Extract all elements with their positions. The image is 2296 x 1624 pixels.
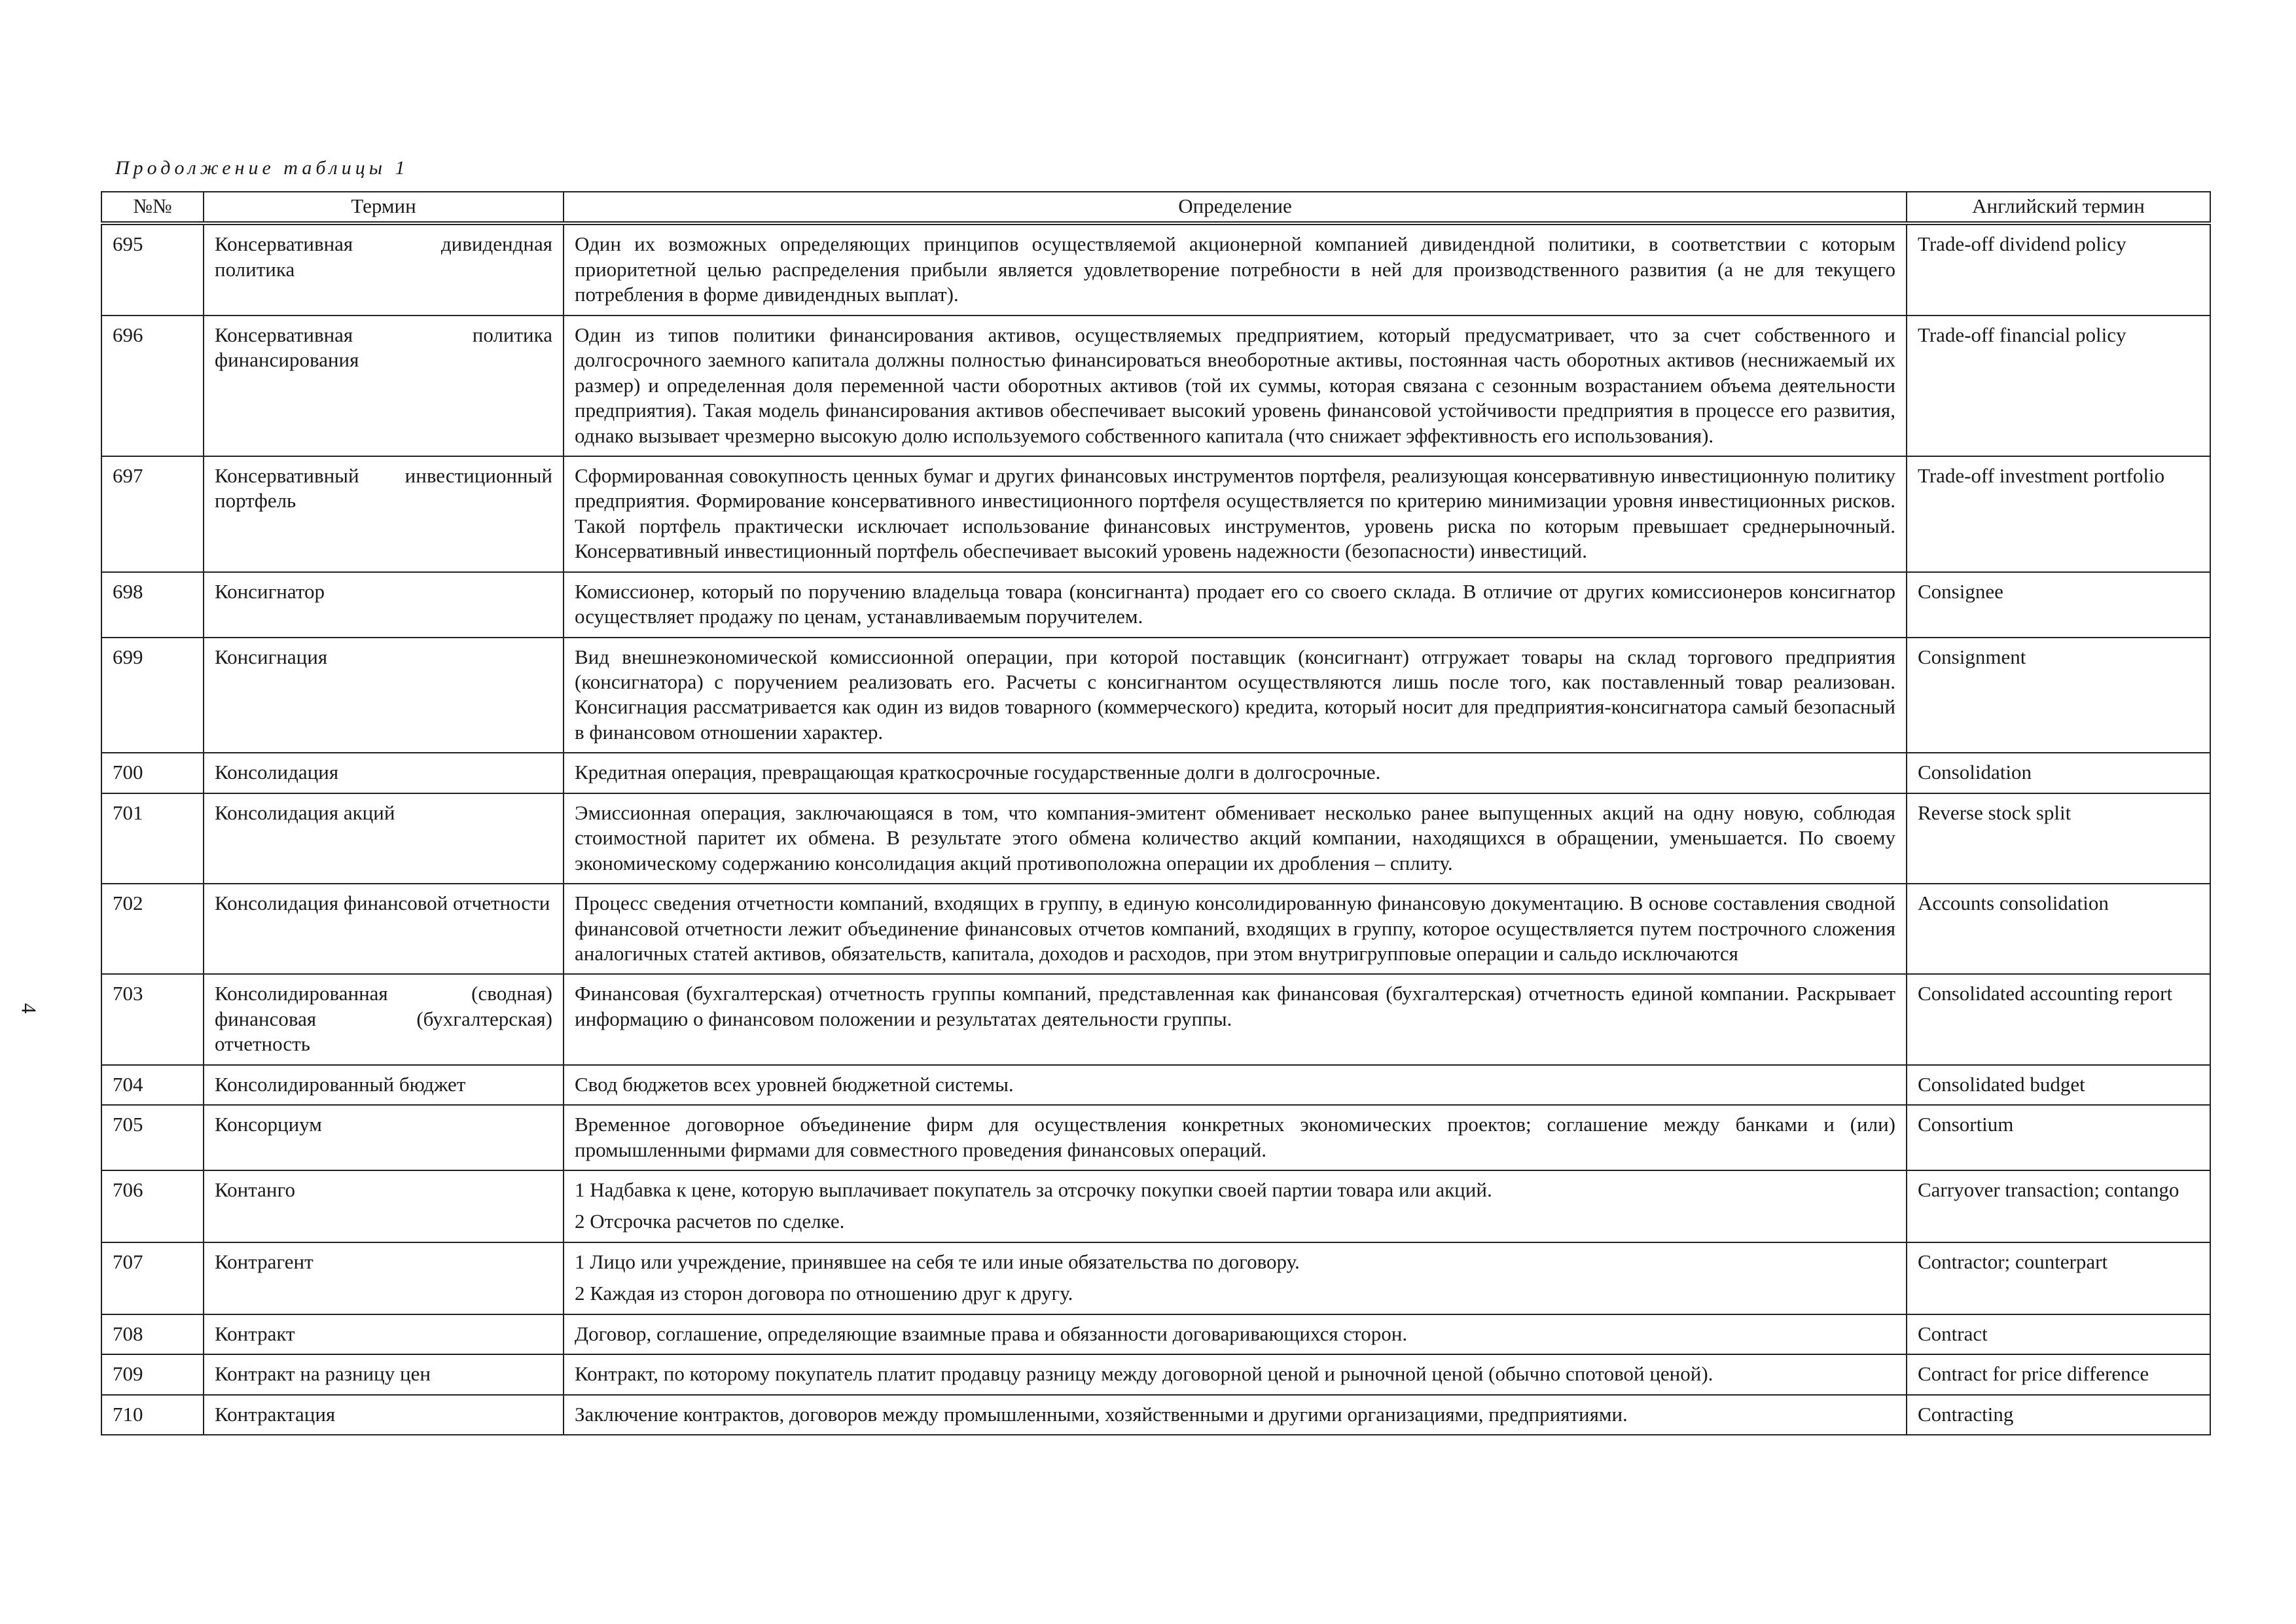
table-row <box>101 1395 2210 1435</box>
definition-cell <box>564 1314 1907 1354</box>
table-row <box>101 638 2210 753</box>
table-row <box>101 456 2210 572</box>
table-row <box>101 316 2210 456</box>
definition-cell <box>564 974 1907 1064</box>
definition-cell <box>564 793 1907 884</box>
term-cell: Консервативная политика финансирования <box>204 316 564 456</box>
row-number: 697 <box>101 456 204 572</box>
header-definition: Определение <box>564 192 1907 223</box>
header-number: №№ <box>101 192 204 223</box>
definition-cell <box>564 753 1907 793</box>
table-row <box>101 1105 2210 1170</box>
row-number: 705 <box>101 1105 204 1170</box>
definition-text: Контракт, по которому покупатель платит продавцу разницу между договорной ценой и рыночной ценой (обычно спотовой ценой). <box>575 1362 1713 1386</box>
row-number: 695 <box>101 223 204 315</box>
definition-cell <box>564 572 1907 638</box>
definition-text: Вид внешнеэкономической комиссионной операции, при которой поставщик (консигнант) отгружает товары на склад торгового предприятия (консигнатора) с поручением реализовать его. Расчеты с консигнантом осуществляются лишь после того, как поставленный товар реализован. Консигнация рассматривается как один из видов товарного (коммерческого) кредита, который носит для предприятия-консигнатора самый безопасный в финансовом отношении характер. <box>575 645 1895 744</box>
term-cell: Консервативный инвестиционный портфель <box>204 456 564 572</box>
definition-cell <box>564 1395 1907 1435</box>
term-cell: Консигнация <box>204 638 564 753</box>
english-term-cell: Consortium <box>1907 1105 2210 1170</box>
definition-cell <box>564 884 1907 974</box>
definition-cell <box>564 1065 1907 1105</box>
english-term-cell: Accounts consolidation <box>1907 884 2210 974</box>
table-row <box>101 1314 2210 1354</box>
table-caption: Продолжение таблицы 1 <box>115 157 409 179</box>
definition-cell <box>564 1170 1907 1242</box>
definition-text: Один их возможных определяющих принципов осуществляемой акционерной компанией дивидендной политики, в соответствии с которым приоритетной целью распределения прибыли является удовлетворение потребности в ней для производственного развития (а не для текущего потребления в форме дивидендных выплат). <box>575 232 1895 306</box>
definition-cell <box>564 456 1907 572</box>
english-term-cell: Trade-off investment portfolio <box>1907 456 2210 572</box>
table-row <box>101 1170 2210 1242</box>
header-term: Термин <box>204 192 564 223</box>
term-cell: Консолидированный бюджет <box>204 1065 564 1105</box>
glossary-table <box>101 191 2211 1435</box>
definition-text: Финансовая (бухгалтерская) отчетность группы компаний, представленная как финансовая (бухгалтерская) отчетность единой компании. Раскрывает информацию о финансовом положении и результатах деятельности группы. <box>575 982 1895 1030</box>
term-cell: Контрактация <box>204 1395 564 1435</box>
english-term-cell: Trade-off financial policy <box>1907 316 2210 456</box>
term-cell: Консолидация акций <box>204 793 564 884</box>
table-header-row <box>101 192 2210 223</box>
row-number: 708 <box>101 1314 204 1354</box>
english-term-cell: Consignment <box>1907 638 2210 753</box>
term-cell: Консолидация финансовой отчетности <box>204 884 564 974</box>
definition-text: 1 Надбавка к цене, которую выплачивает покупатель за отсрочку покупки своей партии товара или акций. <box>575 1178 1492 1201</box>
english-term-cell: Trade-off dividend policy <box>1907 223 2210 315</box>
english-term-cell: Carryover transaction; contango <box>1907 1170 2210 1242</box>
row-number: 700 <box>101 753 204 793</box>
row-number: 699 <box>101 638 204 753</box>
table-row <box>101 223 2210 315</box>
definition-text: Заключение контрактов, договоров между промышленными, хозяйственными и другими организациями, предприятиями. <box>575 1402 1628 1426</box>
term-cell: Консигнатор <box>204 572 564 638</box>
english-term-cell: Contracting <box>1907 1395 2210 1435</box>
definition-cell <box>564 1242 1907 1314</box>
table-row <box>101 884 2210 974</box>
definition-text: 2 Каждая из сторон договора по отношению друг к другу. <box>575 1282 1073 1305</box>
table-body <box>101 223 2210 1435</box>
english-term-cell: Reverse stock split <box>1907 793 2210 884</box>
term-cell: Контракт <box>204 1314 564 1354</box>
definition-text: Один из типов политики финансирования активов, осуществляемых предприятием, который предусматривает, что за счет собственного и долгосрочного заемного капитала должны полностью финансироваться внеоборотные активы, постоянная часть оборотных активов (неснижаемый их размер) и определенная доля переменной части оборотных активов (той их суммы, которая связана с сезонным возрастанием объема деятельности предприятия). Такая модель финансирования активов обеспечивает высокий уровень финансовой устойчивости предприятия в процессе его развития, однако вызывает чрезмерно высокую долю используемого собственного капитала (что снижает эффективность его использования). <box>575 323 1895 447</box>
row-number: 698 <box>101 572 204 638</box>
page-number: 4 <box>17 1003 41 1014</box>
table-row <box>101 1242 2210 1314</box>
definition-text: Временное договорное объединение фирм для осуществления конкретных экономических проектов; соглашение между банками и (или) промышленными фирмами для совместного проведения финансовых операций. <box>575 1113 1895 1161</box>
english-term-cell: Contract <box>1907 1314 2210 1354</box>
definition-text: Эмиссионная операция, заключающаяся в том, что компания-эмитент обменивает несколько ранее выпущенных акций на одну новую, соблюдая стоимостной паритет их обмена. В результате этого обмена количество акций компании, находящихся в обращении, уменьшается. По своему экономическому содержанию консолидация акций противоположна операции их дробления – сплиту. <box>575 801 1895 875</box>
row-number: 706 <box>101 1170 204 1242</box>
table-row <box>101 753 2210 793</box>
definition-text: Комиссионер, который по поручению владельца товара (консигнанта) продает его со своего склада. В отличие от других комиссионеров консигнатор осуществляет продажу по ценам, устанавливаемым поручителем. <box>575 579 1895 628</box>
term-cell: Консолидация <box>204 753 564 793</box>
term-cell: Контрагент <box>204 1242 564 1314</box>
term-cell: Контракт на разницу цен <box>204 1354 564 1394</box>
term-cell: Консорциум <box>204 1105 564 1170</box>
table-row <box>101 793 2210 884</box>
row-number: 696 <box>101 316 204 456</box>
term-cell: Контанго <box>204 1170 564 1242</box>
definition-text: Свод бюджетов всех уровней бюджетной системы. <box>575 1072 1014 1096</box>
definition-cell <box>564 223 1907 315</box>
row-number: 701 <box>101 793 204 884</box>
definition-cell <box>564 316 1907 456</box>
row-number: 702 <box>101 884 204 974</box>
english-term-cell: Consolidation <box>1907 753 2210 793</box>
table-row <box>101 1065 2210 1105</box>
definition-text: Договор, соглашение, определяющие взаимные права и обязанности договаривающихся сторон. <box>575 1322 1408 1345</box>
english-term-cell: Consignee <box>1907 572 2210 638</box>
row-number: 710 <box>101 1395 204 1435</box>
definition-cell <box>564 638 1907 753</box>
row-number: 709 <box>101 1354 204 1394</box>
header-english-term: Английский термин <box>1907 192 2210 223</box>
definition-text: Кредитная операция, превращающая краткосрочные государственные долги в долгосрочные. <box>575 761 1381 784</box>
definition-text: 1 Лицо или учреждение, принявшее на себя те или иные обязательства по договору. <box>575 1250 1300 1273</box>
definition-cell <box>564 1105 1907 1170</box>
table-row <box>101 572 2210 638</box>
row-number: 704 <box>101 1065 204 1105</box>
row-number: 703 <box>101 974 204 1064</box>
english-term-cell: Consolidated budget <box>1907 1065 2210 1105</box>
table-row <box>101 1354 2210 1394</box>
definition-text: Процесс сведения отчетности компаний, входящих в группу, в единую консолидированную финансовую документацию. В основе составления сводной финансовой отчетности лежит объединение финансовых отчетов компаний, входящих в группу, которое осуществляется путем построчного сложения аналогичных статей активов, обязательств, капитала, доходов и расходов, при этом внутригрупповые операции и сальдо исключаются <box>575 892 1895 965</box>
definition-text: Сформированная совокупность ценных бумаг и других финансовых инструментов портфеля, реализующая консервативную инвестиционную политику предприятия. Формирование консервативного инвестиционного портфеля осуществляется по критерию минимизации уровня инвестиционных рисков. Такой портфель практически исключает использование финансовых инструментов, уровень риска по которым превышает среднерыночный. Консервативный инвестиционный портфель обеспечивает высокий уровень надежности (безопасности) инвестиций. <box>575 463 1895 563</box>
term-cell: Консервативная дивидендная политика <box>204 223 564 315</box>
english-term-cell: Contract for price difference <box>1907 1354 2210 1394</box>
term-cell: Консолидированная (сводная) финансовая (бухгалтерская) отчетность <box>204 974 564 1064</box>
table-row <box>101 974 2210 1064</box>
english-term-cell: Contractor; counterpart <box>1907 1242 2210 1314</box>
row-number: 707 <box>101 1242 204 1314</box>
definition-text: 2 Отсрочка расчетов по сделке. <box>575 1210 845 1233</box>
definition-cell <box>564 1354 1907 1394</box>
english-term-cell: Consolidated accounting report <box>1907 974 2210 1064</box>
